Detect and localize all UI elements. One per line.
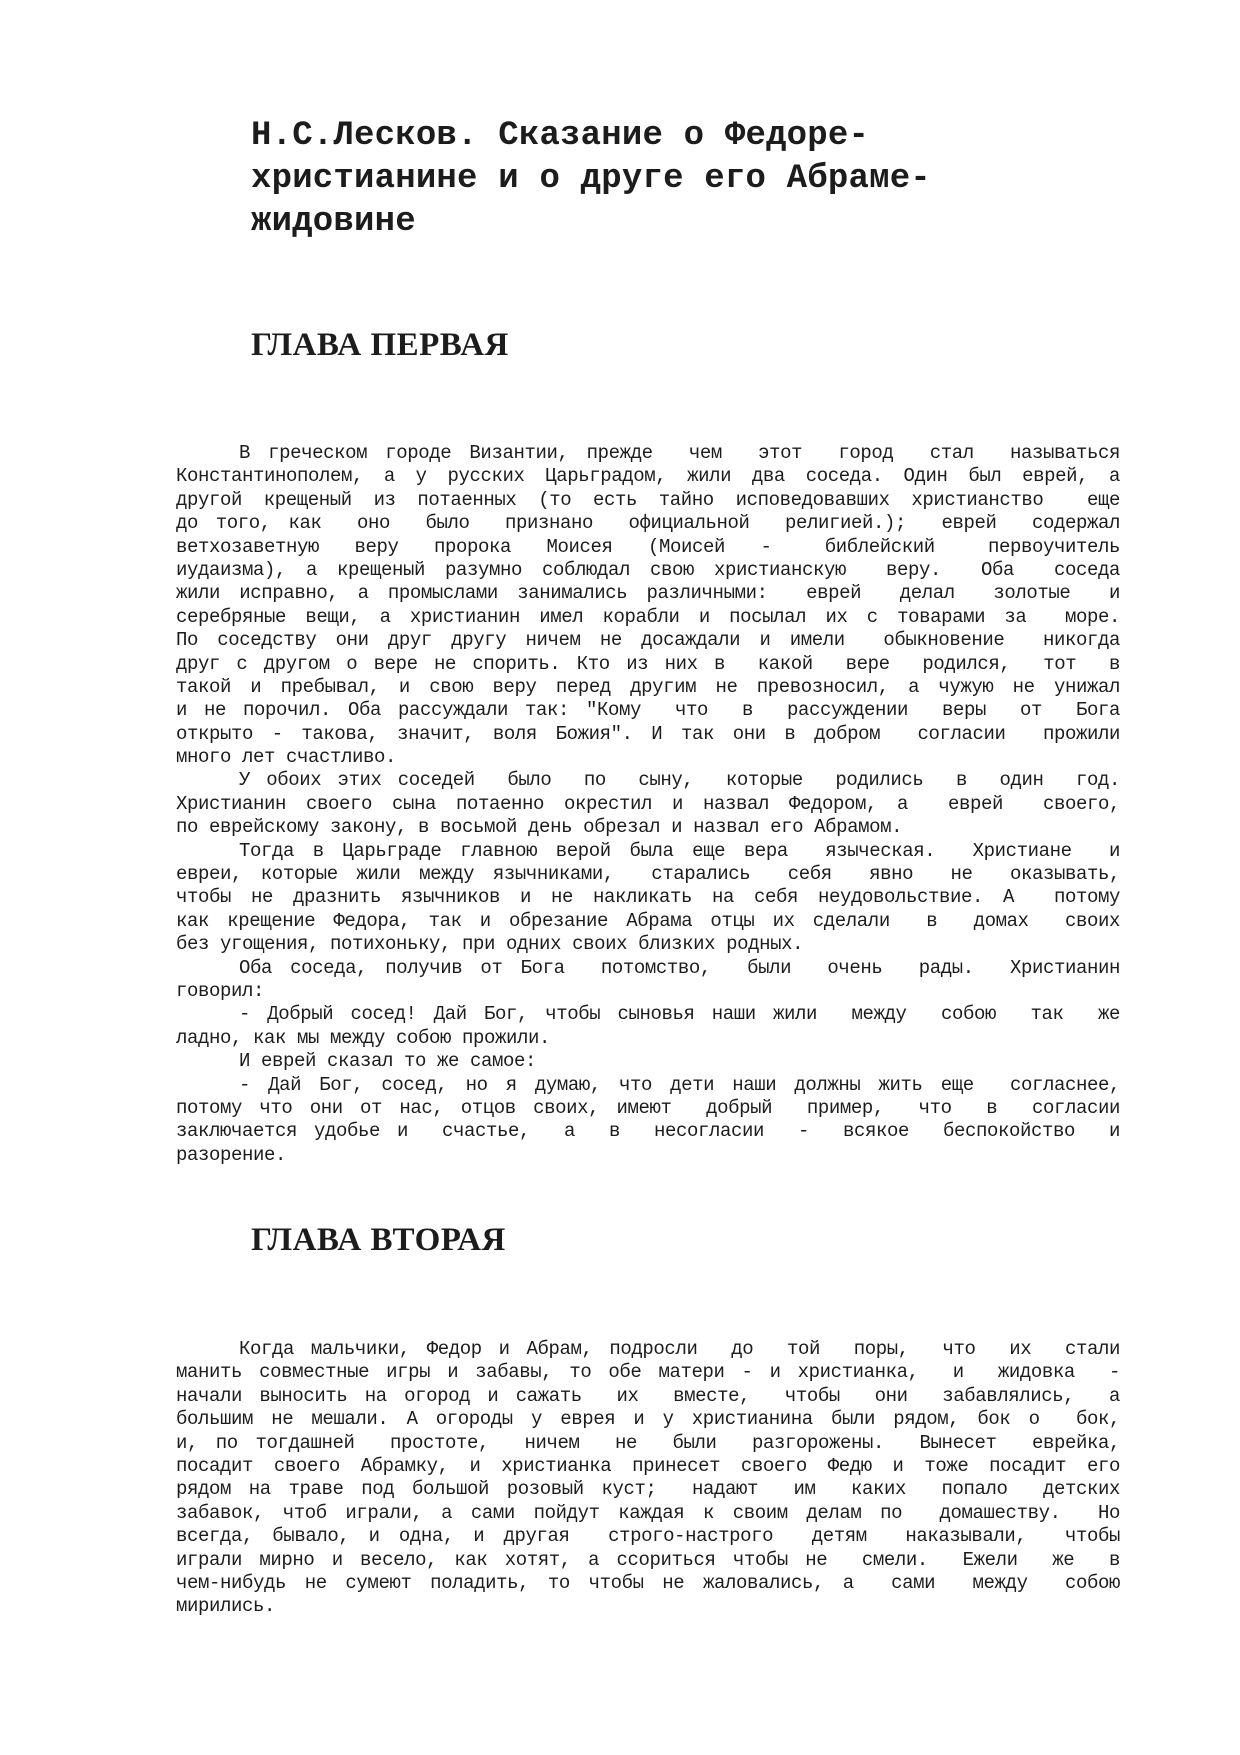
text-line: Христианин своего сына потаенно окрестил и назвал Федором, а еврей своего,: [176, 792, 1120, 815]
title-line: христианине и о друге его Абраме-: [251, 160, 931, 198]
text-line: Константинополем, а у русских Царьградом, жили два соседа. Один был еврей, а: [176, 465, 1120, 488]
text-line: говорил:: [176, 979, 265, 1002]
text-line: до того, как оно было признано официальной религией.); еврей содержал: [176, 512, 1120, 535]
text-line: манить совместные игры и забавы, то обе матери - и христианка, и жидовка -: [176, 1361, 1120, 1384]
text-line: как крещение Федора, так и обрезание Абрама отцы их сделали в домах своих: [176, 909, 1120, 932]
text-line: жили исправно, а промыслами занимались различными: еврей делал золотые и: [176, 582, 1120, 605]
text-line: Тогда в Царьграде главною верой была еще вера языческая. Христиане и: [239, 839, 1120, 862]
text-line: забавок, чтоб играли, а сами пойдут каждая к своим делам по домашеству. Но: [176, 1501, 1120, 1524]
text-line: мирились.: [176, 1595, 276, 1618]
text-line: По соседству они друг другу ничем не досаждали и имели обыкновение никогда: [176, 629, 1120, 652]
text-line: И еврей сказал то же самое:: [239, 1050, 537, 1073]
text-line: по еврейскому закону, в восьмой день обрезал и назвал его Абрамом.: [176, 816, 903, 839]
text-line: посадит своего Абрамку, и христианка принесет своего Федю и тоже посадит его: [176, 1454, 1120, 1477]
text-line: потому что они от нас, отцов своих, имеют добрый пример, что в согласии: [176, 1096, 1120, 1119]
text-line: играли мирно и весело, как хотят, а ссориться чтобы не смели. Ежели же в: [176, 1548, 1120, 1571]
chapter-body: [176, 1338, 1120, 1619]
text-line: - Дай Бог, сосед, но я думаю, что дети наши должны жить еще согласнее,: [239, 1073, 1120, 1096]
text-line: всегда, бывало, и одна, и другая строго-настрого детям наказывали, чтобы: [176, 1525, 1120, 1548]
text-line: чтобы не дразнить язычников и не накликать на себя неудовольствие. А потому: [176, 886, 1120, 909]
text-line: ветхозаветную веру пророка Моисея (Моисей - библейский первоучитель: [176, 535, 1120, 558]
text-line: другой крещеный из потаенных (то есть тайно исповедовавших христианство еще: [176, 488, 1120, 511]
text-line: друг с другом о вере не спорить. Кто из них в какой вере родился, тот в: [176, 652, 1120, 675]
text-line: евреи, которые жили между язычниками, старались себя явно не оказывать,: [176, 863, 1120, 886]
chapter-heading: ГЛАВА ВТОРАЯ: [251, 1222, 506, 1258]
text-line: - Добрый сосед! Дай Бог, чтобы сыновья наши жили между собою так же: [239, 1003, 1120, 1026]
text-line: открыто - такова, значит, воля Божия". И так они в добром согласии прожили: [176, 722, 1120, 745]
title-line: Н.С.Лесков. Сказание о Федоре-: [251, 117, 870, 155]
text-line: иудаизма), а крещеный разумно соблюдал свою христианскую веру. Оба соседа: [176, 558, 1120, 581]
text-line: рядом на траве под большой розовый куст; надают им каких попало детских: [176, 1478, 1120, 1501]
chapter-heading: ГЛАВА ПЕРВАЯ: [251, 327, 509, 363]
text-line: Оба соседа, получив от Бога потомство, были очень рады. Христианин: [239, 956, 1120, 979]
text-line: Когда мальчики, Федор и Абрам, подросли до той поры, что их стали: [239, 1338, 1120, 1360]
text-line: серебряные вещи, а христианин имел корабли и посылал их с товарами за море.: [176, 605, 1120, 628]
text-line: много лет счастливо.: [176, 746, 397, 769]
text-line: разорение.: [176, 1143, 287, 1166]
text-line: такой и пребывал, и свою веру перед другим не превозносил, а чужую не унижал: [176, 675, 1120, 698]
text-line: без угощения, потихоньку, при одних своих близких родных.: [176, 933, 804, 956]
text-line: У обоих этих соседей было по сыну, которые родились в один год.: [239, 769, 1120, 792]
text-line: ладно, как мы между собою прожили.: [176, 1026, 551, 1049]
text-line: и, по тогдашней простоте, ничем не были разгорожены. Вынесет еврейка,: [176, 1431, 1120, 1454]
text-line: и не порочил. Оба рассуждали так: "Кому что в рассуждении веры от Бога: [176, 699, 1120, 722]
document-title: [251, 115, 1051, 244]
text-line: большим не мешали. А огороды у еврея и у христианина были рядом, бок о бок,: [176, 1408, 1120, 1431]
chapter-body: [176, 442, 1120, 1167]
text-line: В греческом городе Византии, прежде чем этот город стал называться: [239, 442, 1120, 464]
text-line: чем-нибудь не сумеют поладить, то чтобы не жаловались, а сами между собою: [176, 1571, 1120, 1594]
title-line: жидовине: [251, 203, 416, 241]
text-line: заключается удобье и счастье, а в несогласии - всякое беспокойство и: [176, 1120, 1120, 1143]
text-line: начали выносить на огород и сажать их вместе, чтобы они забавлялись, а: [176, 1384, 1120, 1407]
